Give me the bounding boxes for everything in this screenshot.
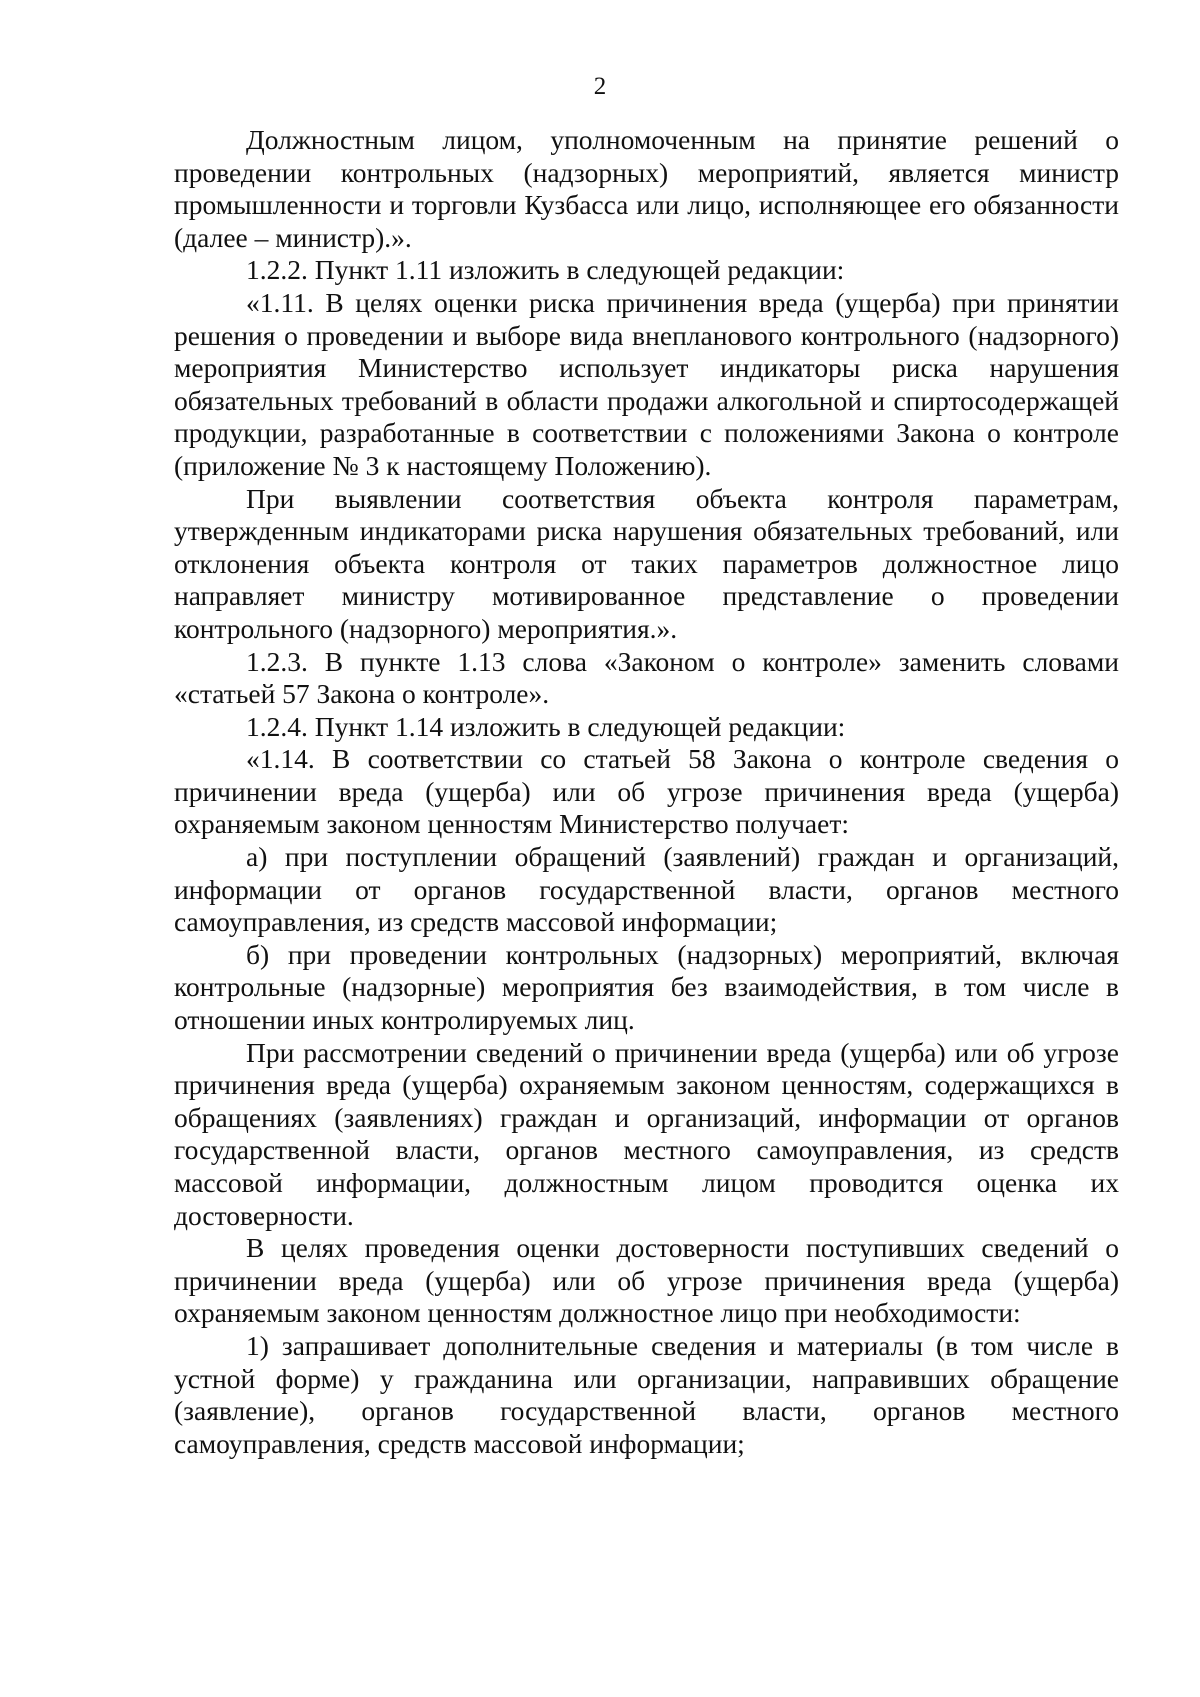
paragraph-item-1-2-4: 1.2.4. Пункт 1.14 изложить в следующей редакции: (246, 710, 846, 742)
paragraph-subitem-b: б) при проведении контрольных (надзорных) мероприятий, включая контрольные (надзорные) мероприятия без взаимодействия, в том числе в отношении иных контролируемых лиц. (174, 938, 1119, 1036)
paragraph-subitem-a: а) при поступлении обращений (заявлений) граждан и организаций, информации от органов государственной власти, органов местного самоуправления, из средств массовой информации; (174, 841, 1119, 938)
paragraph-risk-indicators: При выявлении соответствия объекта контроля параметрам, утвержденным индикаторами риска нарушения обязательных требований, или отклонения объекта контроля от таких параметров должностное лицо направляет министру мотивированное представление о проведении контрольного (надзорного) мероприятия.». (174, 482, 1119, 644)
paragraph-assessment-purpose: В целях проведения оценки достоверности поступивших сведений о причинении вреда (ущерба) или об угрозе причинения вреда (ущерба) охраняемым законом ценностям должностное лицо при необходимости: (174, 1232, 1119, 1329)
paragraph-subitem-1: 1) запрашивает дополнительные сведения и материалы (в том числе в устной форме) у гражданина или организации, направивших обращение (заявление), органов государственной власти, органов местного самоуправления, средств массовой информации; (174, 1329, 1119, 1459)
paragraph-clause-1-14: «1.14. В соответствии со статьей 58 Закона о контроле сведения о причинении вреда (ущерба) или об угрозе причинения вреда (ущерба) охраняемым законом ценностям Министерство получает: (174, 743, 1119, 840)
paragraph-reliability-assessment: При рассмотрении сведений о причинении вреда (ущерба) или об угрозе причинения вреда (ущерба) охраняемым законом ценностям, содержащихся в обращениях (заявлениях) граждан и организаций, информации от органов государственной власти, органов местного самоуправления, из средств массовой информации, должностным лицом проводится оценка их достоверности. (174, 1036, 1119, 1231)
paragraph-official-person: Должностным лицом, уполномоченным на принятие решений о проведении контрольных (надзорных) мероприятий, является министр промышленности и торговли Кузбасса или лицо, исполняющее его обязанности (далее – министр).». (174, 124, 1119, 253)
page-number: 2 (593, 73, 607, 100)
document-body (174, 124, 1119, 1460)
paragraph-clause-1-11: «1.11. В целях оценки риска причинения вреда (ущерба) при принятии решения о проведении и выборе вида внепланового контрольного (надзорного) мероприятия Министерство использует индикаторы риска нарушения обязательных требований в области продажи алкогольной и спиртосодержащей продукции, разработанные в соответствии с положениями Закона о контроле (приложение № 3 к настоящему Положению). (174, 286, 1119, 481)
paragraph-item-1-2-3: 1.2.3. В пункте 1.13 слова «Законом о контроле» заменить словами «статьей 57 Закона о контроле». (174, 645, 1119, 710)
paragraph-item-1-2-2: 1.2.2. Пункт 1.11 изложить в следующей редакции: (246, 254, 845, 286)
